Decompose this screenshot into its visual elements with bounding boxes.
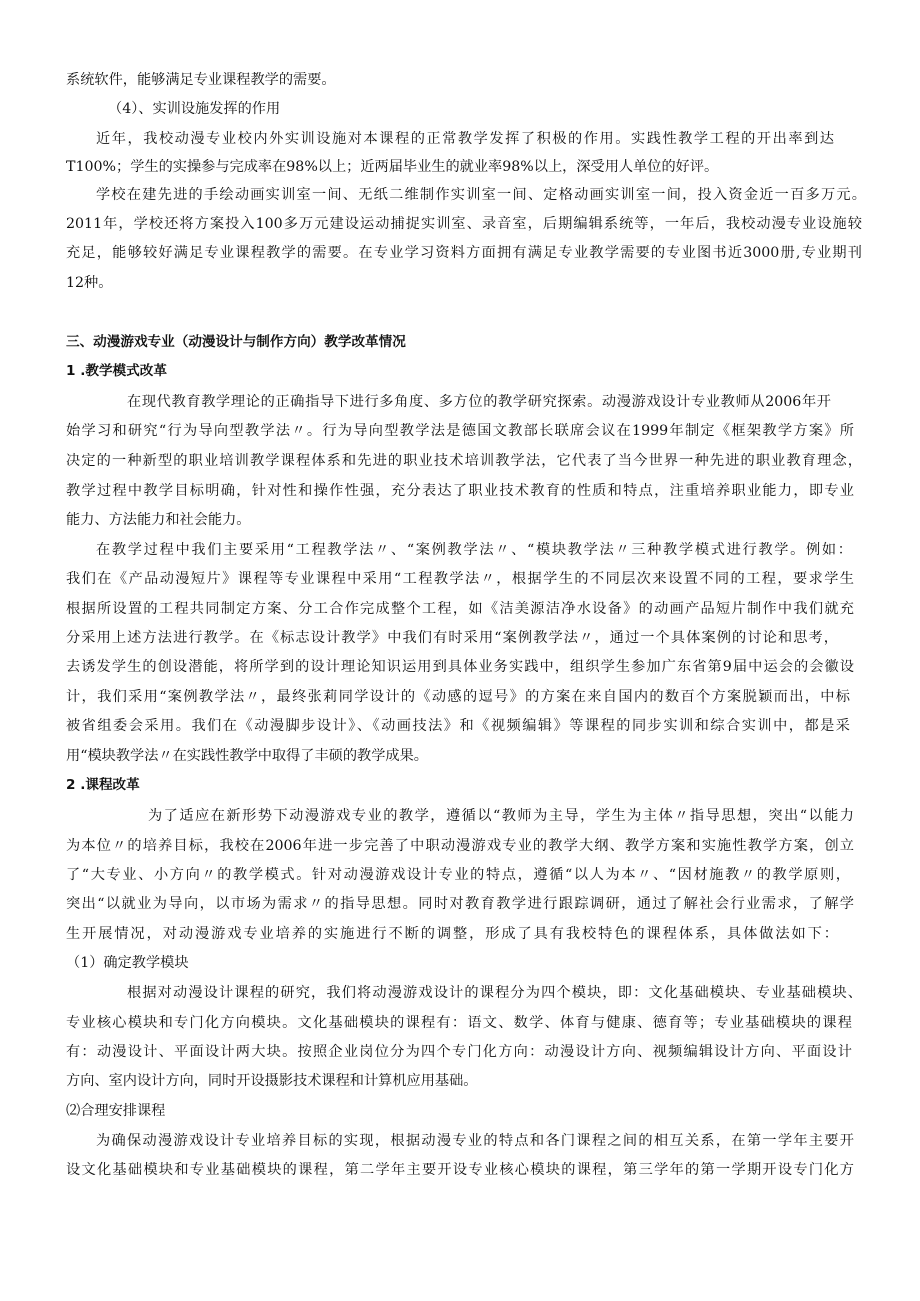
paragraph-line: 设文化基础模块和专业基础模块的课程，第二学年主要开设专业核心模块的课程，第三学年的第一学期开设专门化方 [66,1162,854,1178]
paragraph-line: 根据对动漫设计课程的研究，我们将动漫游戏设计的课程分为四个模块，即：文化基础模块、专业基础模块、 [127,985,862,1001]
paragraph-line: 突出“以就业为导向，以市场为需求〃的指导思想。同时对教育教学进行跟踪调研，通过了解社会行业需求，了解学 [66,896,854,912]
paragraph-line: 有：动漫设计、平面设计两大块。按照企业岗位分为四个专门化方向：动漫设计方向、视频编辑设计方向、平面设计 [66,1044,852,1060]
paragraph-line: 为了适应在新形势下动漫游戏专业的教学，遵循以“教师为主导，学生为主体〃指导思想，突出“以能力 [148,808,854,824]
paragraph-line: 方向、室内设计方向，同时开设摄影技术课程和计算机应用基础。 [66,1073,478,1089]
paragraph-line: 能力、方法能力和社会能力。 [66,512,251,528]
paragraph-line: 为本位〃的培养目标，我校在2006年进一步完善了中职动漫游戏专业的教学大纲、教学方案和实施性教学方案，创立 [66,838,854,854]
paragraph-line: 用“模块教学法〃在实践性教学中取得了丰硕的教学成果。 [66,748,428,764]
paragraph-line: 分采用上述方法进行教学。在《标志设计教学》中我们有时采用“案例教学法〃，通过一个具体案例的讨论和思考， [66,630,838,646]
paragraph-line: 12种。 [66,275,113,291]
subsection-heading: （4）、实训设施发挥的作用 [108,101,281,117]
paragraph-line: 计，我们采用“案例教学法〃，最终张莉同学设计的《动感的逗号》的方案在来自国内的数百个方案脱颖而出，中标 [66,689,850,705]
paragraph-line: 始学习和研究“行为导向型教学法〃。行为导向型教学法是德国文教部长联席会议在1999年制定《框架教学方案》所 [66,423,854,439]
paragraph-line: 了“大专业、小方向〃的教学模式。针对动漫游戏设计专业的特点，遵循“以人为本〃、“因材施教〃的教学原则， [66,867,850,883]
paragraph-line: 专业核心模块和专门化方向模块。文化基础模块的课程有：语文、数学、体育与健康、德育等；专业基础模块的课程 [66,1015,852,1031]
paragraph-line: 在现代教育教学理论的正确指导下进行多角度、多方位的教学研究探索。动漫游戏设计专业教师从2006年开 [127,394,831,410]
paragraph-line: 被省组委会采用。我们在《动漫脚步设计》、《动画技法》和《视频编辑》等课程的同步实训和综合实训中，都是采 [66,718,850,734]
paragraph-line: T100%；学生的实操参与完成率在98%以上；近两届毕业生的就业率98%以上，深受用人单位的好评。 [66,159,719,175]
subsection-heading: 1 .教学模式改革 [66,363,167,379]
paragraph-line: 在教学过程中我们主要采用“工程教学法〃、“案例教学法〃、“模块教学法〃三种教学模式进行教学。例如： [96,542,852,558]
paragraph-line: 教学过程中教学目标明确，针对性和操作性强，充分表达了职业技术教育的性质和特点，注重培养职业能力，即专业 [66,483,854,499]
section-heading: 三、动漫游戏专业（动漫设计与制作方向）教学改革情况 [66,334,406,350]
paragraph-line: 根据所设置的工程共同制定方案、分工合作完成整个工程，如《洁美源洁净水设备》的动画产品短片制作中我们就充 [66,601,854,617]
paragraph-line: 近年，我校动漫专业校内外实训设施对本课程的正常教学发挥了积极的作用。实践性教学工程的开出率到达 [96,131,834,147]
paragraph-line: 我们在《产品动漫短片》课程等专业课程中采用“工程教学法〃，根据学生的不同层次来设置不同的工程，要求学生 [66,571,854,587]
paragraph-line: 决定的一种新型的职业培训教学课程体系和先进的职业技术培训教学法，它代表了当今世界一种先进的职业教育理念， [66,453,862,469]
paragraph-line: 为确保动漫游戏设计专业培养目标的实现，根据动漫专业的特点和各门课程之间的相互关系，在第一学年主要开 [96,1133,854,1149]
subsection-heading: 2 .课程改革 [66,777,140,793]
text-line: 系统软件，能够满足专业课程教学的需要。 [66,72,336,88]
paragraph-line: 去诱发学生的创设潜能，将所学到的设计理论知识运用到具体业务实践中，组织学生参加广东省第9届中运会的会徽设 [66,659,854,675]
paragraph-line: 2011年，学校还将方案投入100多万元建设运动捕捉实训室、录音室，后期编辑系统等，一年后，我校动漫专业设施较 [66,216,862,232]
paragraph-line: 充足，能够较好满足专业课程教学的需要。在专业学习资料方面拥有满足专业教学需要的专业图书近3000册,专业期刊 [66,245,862,261]
subsection-heading: ⑵合理安排课程 [66,1103,166,1119]
subsection-heading: （1）确定教学模块 [66,955,189,971]
paragraph-line: 生开展情况，对动漫游戏专业培养的实施进行不断的调整，形成了具有我校特色的课程体系，具体做法如下： [66,926,838,942]
paragraph-line: 学校在建先进的手绘动画实训室一间、无纸二维制作实训室一间、定格动画实训室一间，投入资金近一百多万元。 [96,187,866,203]
